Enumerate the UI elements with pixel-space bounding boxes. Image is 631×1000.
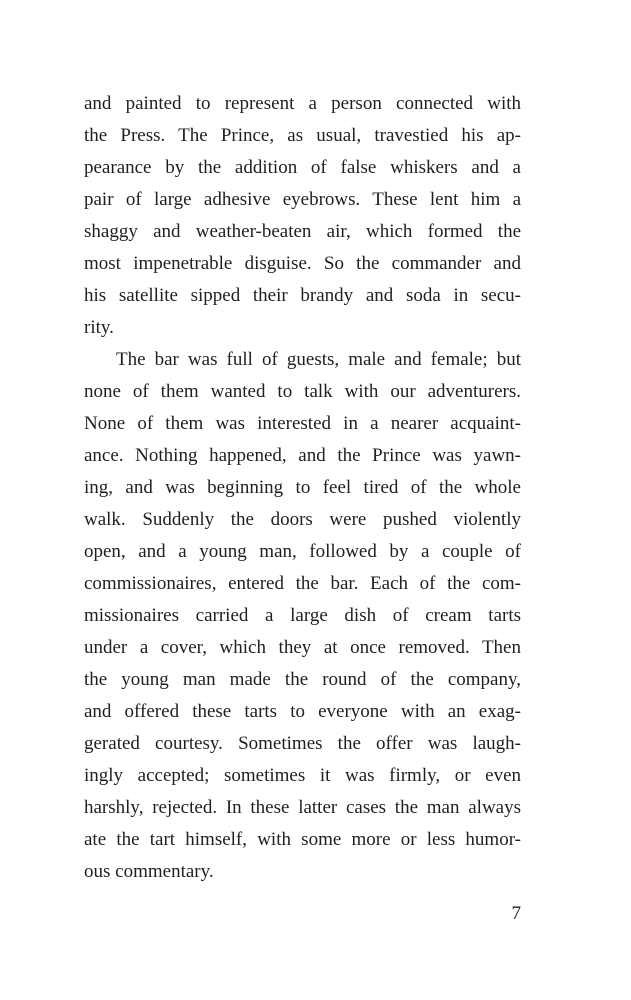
- text-line: gerated courtesy. Sometimes the offer was laugh-: [84, 733, 521, 754]
- text-line: missionaires carried a large dish of cream tarts: [84, 605, 521, 626]
- page-number: 7: [511, 903, 521, 924]
- text-line: None of them was interested in a nearer acquaint-: [84, 413, 521, 434]
- text-line: open, and a young man, followed by a couple of: [84, 541, 521, 562]
- text-line: the Press. The Prince, as usual, travestied his ap-: [84, 125, 521, 146]
- text-line: none of them wanted to talk with our adventurers.: [84, 381, 521, 402]
- text-line: his satellite sipped their brandy and soda in secu-: [84, 285, 521, 306]
- text-line: pair of large adhesive eyebrows. These lent him a: [84, 189, 521, 210]
- body-text: [84, 88, 521, 888]
- text-line: ous commentary.: [84, 861, 214, 882]
- text-line: harshly, rejected. In these latter cases the man always: [84, 797, 521, 818]
- text-line: shaggy and weather-beaten air, which formed the: [84, 221, 521, 242]
- text-line: most impenetrable disguise. So the commander and: [84, 253, 521, 274]
- text-line: walk. Suddenly the doors were pushed violently: [84, 509, 521, 530]
- text-line: commissionaires, entered the bar. Each of the com-: [84, 573, 521, 594]
- text-line: pearance by the addition of false whiskers and a: [84, 157, 521, 178]
- text-line: under a cover, which they at once removed. Then: [84, 637, 521, 658]
- text-line: The bar was full of guests, male and female; but: [116, 349, 521, 370]
- text-line: rity.: [84, 317, 114, 338]
- text-line: ing, and was beginning to feel tired of the whole: [84, 477, 521, 498]
- text-line: ingly accepted; sometimes it was firmly, or even: [84, 765, 521, 786]
- text-line: and painted to represent a person connected with: [84, 93, 521, 114]
- paragraph-1: [84, 88, 521, 344]
- text-line: the young man made the round of the company,: [84, 669, 521, 690]
- text-line: ance. Nothing happened, and the Prince was yawn-: [84, 445, 521, 466]
- text-line: ate the tart himself, with some more or less humor-: [84, 829, 521, 850]
- paragraph-2: [84, 344, 521, 888]
- text-line: and offered these tarts to everyone with an exag-: [84, 701, 521, 722]
